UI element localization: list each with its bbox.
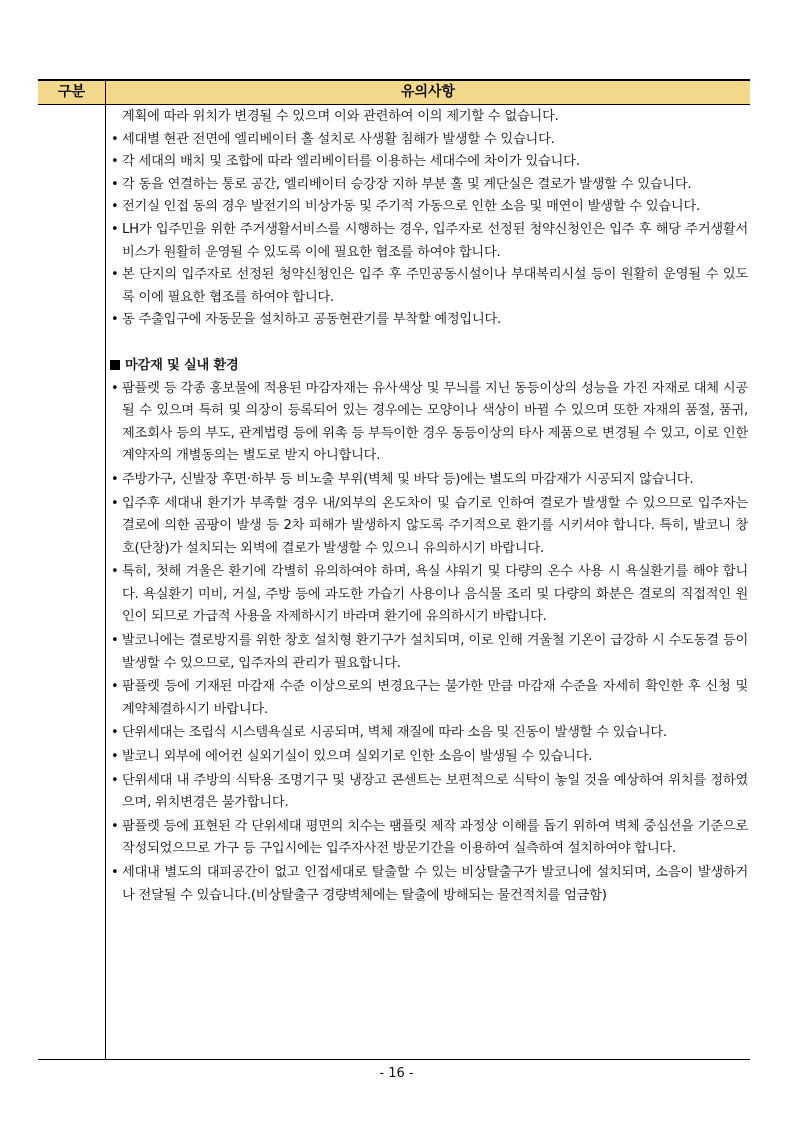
- list-item: • 각 동을 연결하는 통로 공간, 엘리베이터 승강장 지하 부분 홀 및 계단실은 결로가 발생할 수 있습니다.: [110, 174, 748, 197]
- bullet-icon: •: [111, 725, 119, 741]
- bullet-icon: •: [111, 380, 119, 396]
- list-item: • 팜플렛 등에 기재된 마감재 수준 이상으로의 변경요구는 불가한 만큼 마감재 수준을 자세히 확인한 후 신청 및 계약체결하시기 바랍니다.: [110, 676, 748, 721]
- list-item: • 주방가구, 신발장 후면·하부 등 비노출 부위(벽체 및 바닥 등)에는 별도의 마감재가 시공되지 않습니다.: [110, 469, 748, 492]
- square-bullet-icon: [110, 360, 120, 370]
- table-header: [38, 81, 750, 105]
- list-item: • 각 세대의 배치 및 조합에 따라 엘리베이터를 이용하는 세대수에 차이가 있습니다.: [110, 151, 748, 174]
- bullet-icon: •: [111, 267, 119, 283]
- list-item: • 발코니에는 결로방지를 위한 창호 설치형 환기구가 설치되며, 이로 인해 겨울철 기온이 급강하 시 수도동결 등이 발생할 수 있으므로, 입주자의 관리가 필요합니다.: [110, 630, 748, 675]
- bullet-icon: •: [111, 312, 119, 328]
- bullet-icon: •: [111, 679, 119, 695]
- list-item: • 동 주출입구에 자동문을 설치하고 공동현관기를 부착할 예정입니다.: [110, 309, 748, 332]
- list-item: • 특히, 첫해 겨울은 환기에 각별히 유의하여야 하며, 욕실 샤워기 및 다량의 온수 사용 시 욕실환기를 해야 합니다. 욕실환기 미비, 거실, 주방 등에 과도한 가습기 사용이나 음식물 조리 및 다량의 화분은 결로의 직접적인 원인이 되므로 가급적 사용을 자제하시기 바라며 환기에 유의하시기 바랍니다.: [110, 561, 748, 629]
- column-divider: [105, 81, 106, 1060]
- list-item: • 단위세대는 조립식 시스템욕실로 시공되며, 벽체 재질에 따라 소음 및 진동이 발생할 수 있습니다.: [110, 722, 748, 745]
- list-item: • 세대별 현관 전면에 엘리베이터 홀 설치로 사생활 침해가 발생할 수 있습니다.: [110, 129, 748, 152]
- bullet-icon: •: [111, 564, 119, 580]
- list-item: • 전기실 인접 동의 경우 발전기의 비상가동 및 주기적 가동으로 인한 소음 및 매연이 발생할 수 있습니다.: [110, 196, 748, 219]
- bullet-icon: •: [111, 495, 119, 511]
- page-number: - 16 -: [379, 1066, 414, 1081]
- list-item: • 입주후 세대내 환기가 부족할 경우 내/외부의 온도차이 및 습기로 인하여 결로가 발생할 수 있으므로 입주자는 결로에 의한 곰팡이 발생 등 2차 피해가 발생하지 않도록 주기적으로 환기를 시키셔야 합니다. 특히, 발코니 창호(단창)가 설치되는 외벽에 결로가 발생할 수 있으니 유의하시기 바랍니다.: [110, 493, 748, 561]
- bullet-icon: •: [111, 865, 119, 880]
- header-notes: 유의사항: [400, 84, 456, 100]
- bullet-icon: •: [111, 749, 119, 765]
- list-item: • 팜플렛 등에 표현된 각 단위세대 평면의 치수는 팸플릿 제작 과정상 이해를 돕기 위하여 벽체 중심선을 기준으로 작성되었으므로 가구 등 구입시에는 입주자사전 방문기간을 이용하여 실측하여 설치하여야 합니다.: [110, 816, 748, 861]
- bullet-icon: •: [111, 772, 119, 788]
- bullet-icon: •: [111, 818, 119, 834]
- list-item: • 발코니 외부에 에어컨 실외기실이 있으며 실외기로 인한 소음이 발생될 수 있습니다.: [110, 746, 748, 769]
- section-heading: 마감재 및 실내 환경: [110, 355, 748, 378]
- header-category: 구분: [57, 84, 86, 100]
- bullet-icon: •: [111, 176, 119, 192]
- notice-table: [38, 79, 750, 1060]
- bullet-icon: •: [111, 199, 119, 215]
- notes-content: [110, 106, 748, 907]
- list-item: • 단위세대 내 주방의 식탁용 조명기구 및 냉장고 콘센트는 보편적으로 식탁이 놓일 것을 예상하여 위치를 정하였으며, 위치변경은 불가합니다.: [110, 770, 748, 815]
- bullet-icon: •: [111, 131, 119, 147]
- spacer: [110, 332, 748, 355]
- continuation-text: 계획에 따라 위치가 변경될 수 있으며 이와 관련하여 이의 제기할 수 없습니다.: [122, 109, 559, 124]
- list-item: • 세대내 별도의 대피공간이 없고 인접세대로 탈출할 수 있는 비상탈출구가 발코니에 설치되며, 소음이 발생하거나 전달될 수 있습니다.(비상탈출구 경량벽체에는 탈출에 방해되는 물건적치를 엄금함): [110, 862, 748, 907]
- list-item: • LH가 입주민을 위한 주거생활서비스를 시행하는 경우, 입주자로 선정된 청약신청인은 입주 후 해당 주거생활서비스가 원활히 운영될 수 있도록 이에 필요한 협조를 하여야 합니다.: [110, 219, 748, 264]
- bullet-icon: •: [111, 471, 119, 487]
- bullet-icon: •: [111, 221, 119, 237]
- list-item: • 본 단지의 입주자로 선정된 청약신청인은 입주 후 주민공동시설이나 부대복리시설 등이 원활히 운영될 수 있도록 이에 필요한 협조를 하여야 합니다.: [110, 264, 748, 309]
- bullet-icon: •: [111, 633, 119, 649]
- bullet-icon: •: [111, 154, 119, 170]
- list-item: • 팜플렛 등 각종 홍보물에 적용된 마감자재는 유사색상 및 무늬를 지닌 동등이상의 성능을 가진 자재로 대체 시공될 수 있으며 특허 및 의장이 등록되어 있는 경우에는 모양이나 색상이 바뀔 수 있으며 또한 자재의 품절, 품귀, 제조회사 등의 부도, 관계법령 등에 위촉 등 부득이한 경우 동등이상의 타사 제품으로 변경될 수 있고, 이로 인한 계약자의 개별동의는 별도로 받지 아니합니다.: [110, 378, 748, 468]
